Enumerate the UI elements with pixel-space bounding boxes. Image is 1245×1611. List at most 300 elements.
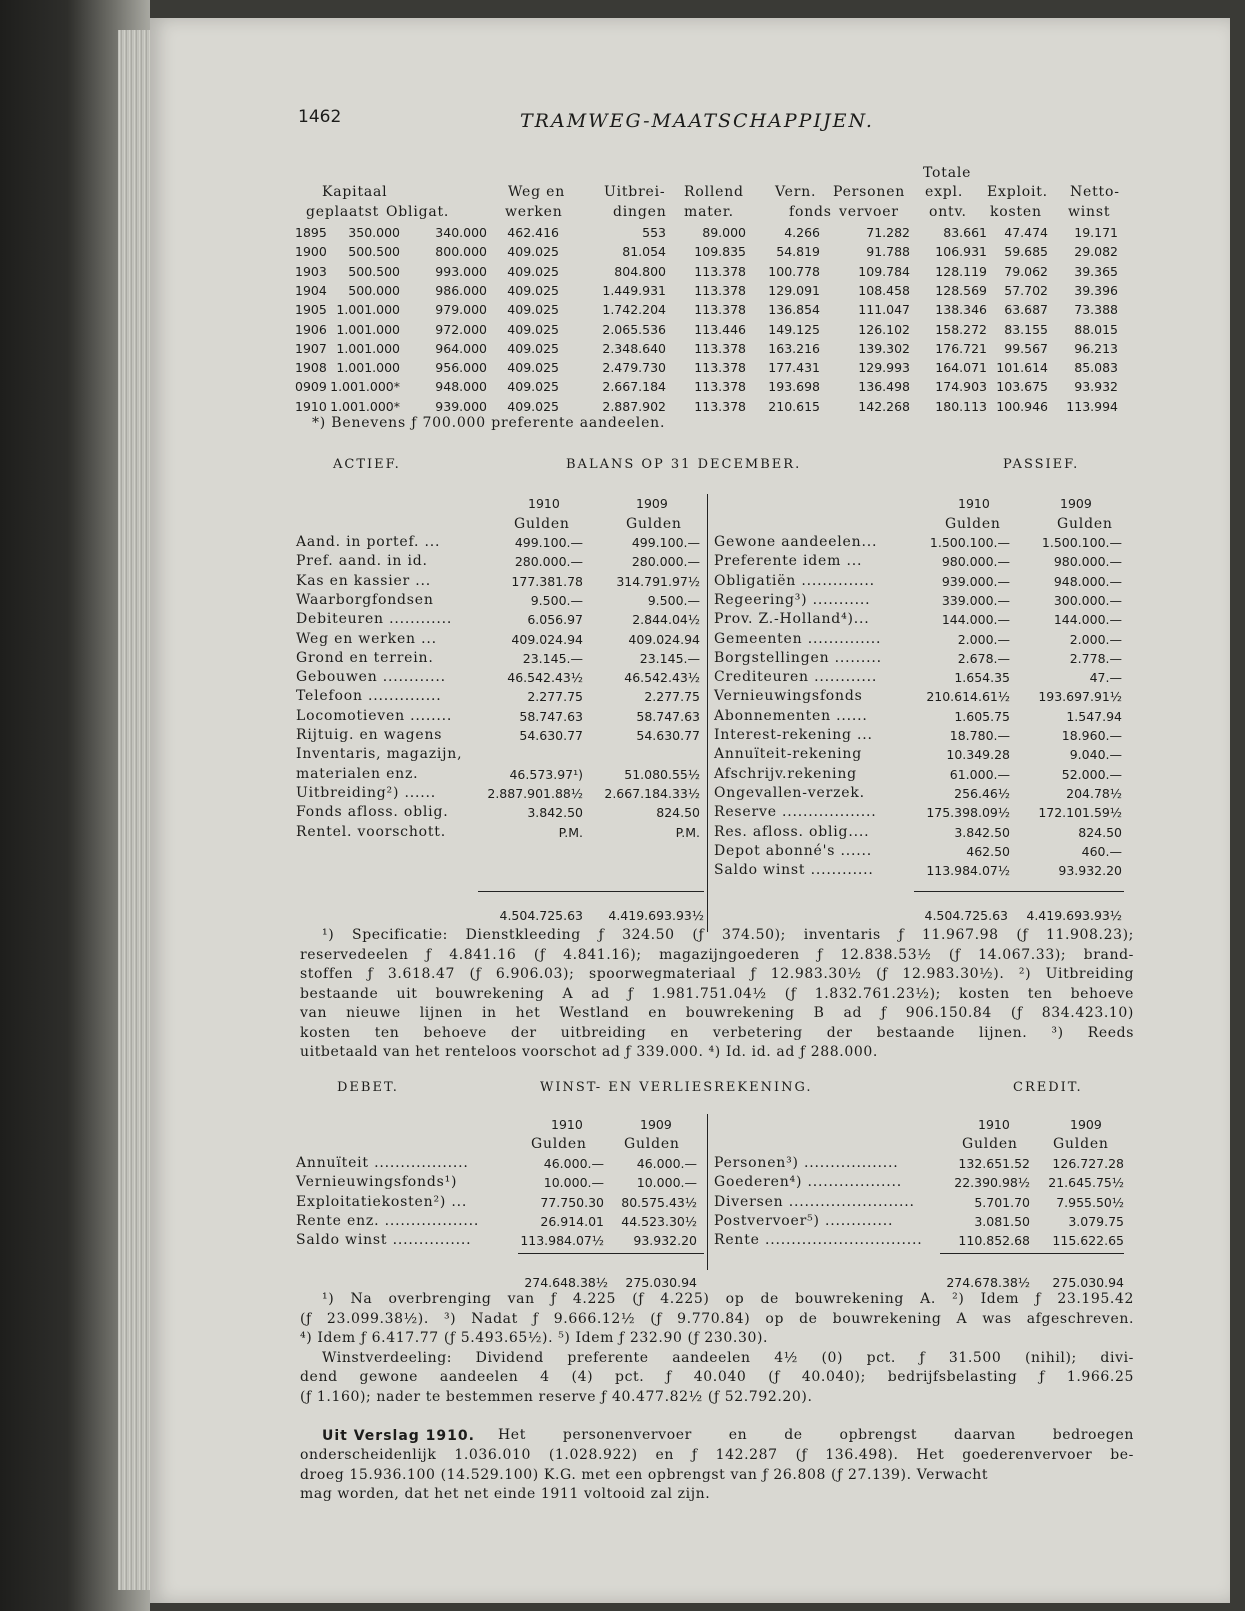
actief-item-label: Pref. aand. in id. bbox=[296, 553, 428, 570]
passief-value-1909: 9.040.— bbox=[1069, 747, 1122, 763]
stats-value-cell: 956.000 bbox=[435, 360, 487, 376]
unit-header: Gulden bbox=[1057, 516, 1113, 532]
actief-item-label: Rentel. voorschott. bbox=[296, 823, 446, 840]
debet-value-1910: 77.750.30 bbox=[540, 1194, 604, 1210]
passief-value-1910: 1.654.35 bbox=[954, 670, 1010, 686]
credit-value-1909: 7.955.50½ bbox=[1056, 1194, 1124, 1210]
stats-value-cell: 800.000 bbox=[435, 244, 487, 260]
passief-value-1909: 193.697.91½ bbox=[1038, 689, 1122, 705]
winst-footnote-line: ¹) Na overbrenging van ƒ 4.225 (ƒ 4.225) op de bouwrekening A. ²) Idem ƒ 23.195.42 bbox=[322, 1291, 1134, 1307]
passief-value-1909: 2.778.— bbox=[1069, 650, 1122, 666]
credit-item-label: Diversen ........................ bbox=[714, 1193, 915, 1210]
stats-value-cell: 142.268 bbox=[858, 398, 910, 414]
passief-value-1909: 980.000.— bbox=[1053, 554, 1122, 570]
passief-total-rule bbox=[914, 891, 1124, 892]
stats-col-header: geplaatst bbox=[306, 204, 380, 220]
stats-year-cell: 1910 bbox=[295, 398, 327, 414]
actief-value-1909: 58.747.63 bbox=[636, 708, 700, 724]
stats-value-cell: 113.378 bbox=[694, 263, 746, 279]
verslag-line: onderscheidenlijk 1.036.010 (1.028.922) en ƒ 142.287 (ƒ 136.498). Het goederenvervoer be- bbox=[300, 1447, 1134, 1463]
stats-value-cell: 993.000 bbox=[435, 263, 487, 279]
stats-value-cell: 128.119 bbox=[935, 263, 987, 279]
unit-header: Gulden bbox=[531, 1136, 587, 1152]
stats-value-cell: 59.685 bbox=[1004, 244, 1048, 260]
stats-year-cell: 1908 bbox=[295, 360, 327, 376]
debet-total-1910: 274.648.38½ bbox=[524, 1275, 608, 1290]
actief-value-1910: 409.024.94 bbox=[511, 631, 583, 647]
actief-item-label: Fonds afloss. oblig. bbox=[296, 804, 449, 821]
stats-value-cell: 1.742.204 bbox=[602, 302, 666, 318]
stats-year-cell: 0909 bbox=[295, 379, 327, 395]
credit-total-rule bbox=[940, 1253, 1124, 1254]
stats-value-cell: 174.903 bbox=[935, 379, 987, 395]
passief-item-label: Res. afloss. oblig.... bbox=[714, 823, 870, 840]
stats-value-cell: 804.800 bbox=[614, 263, 666, 279]
passief-item-label: Ongevallen-verzek. bbox=[714, 784, 865, 801]
year-header: 1909 bbox=[640, 1117, 672, 1132]
stats-value-cell: 57.702 bbox=[1004, 282, 1048, 298]
year-header: 1910 bbox=[978, 1117, 1010, 1132]
book-page bbox=[150, 18, 1230, 1603]
credit-label: CREDIT. bbox=[1013, 1080, 1083, 1095]
stats-value-cell: 340.000 bbox=[435, 225, 487, 240]
passief-value-1910: 61.000.— bbox=[949, 766, 1010, 782]
actief-value-1910: 3.842.50 bbox=[527, 805, 583, 821]
stats-value-cell: 409.025 bbox=[507, 302, 559, 318]
actief-value-1909: 9.500.— bbox=[647, 592, 700, 608]
passief-value-1910: 210.614.61½ bbox=[926, 689, 1010, 705]
actief-value-1909: 2.277.75 bbox=[644, 689, 700, 705]
stats-value-cell: 409.025 bbox=[507, 321, 559, 337]
actief-item-label: Telefoon .............. bbox=[296, 688, 442, 705]
passief-value-1909: 93.932.20 bbox=[1058, 863, 1122, 879]
year-header: 1909 bbox=[636, 496, 668, 511]
stats-value-cell: 108.458 bbox=[858, 282, 910, 298]
stats-value-cell: 101.614 bbox=[996, 360, 1048, 376]
actief-value-1910: P.M. bbox=[558, 824, 583, 840]
stats-value-cell: 409.025 bbox=[507, 282, 559, 298]
stats-year-cell: 1906 bbox=[295, 321, 327, 337]
stats-value-cell: 39.396 bbox=[1074, 282, 1118, 298]
balans-title: BALANS OP 31 DECEMBER. bbox=[566, 457, 802, 472]
stats-value-cell: 1.001.000* bbox=[330, 379, 400, 395]
stats-year-cell: 1900 bbox=[295, 244, 327, 260]
passief-total-1909: 4.419.693.93½ bbox=[1026, 908, 1122, 923]
debet-value-1909: 80.575.43½ bbox=[621, 1194, 697, 1210]
actief-value-1909: 23.145.— bbox=[639, 650, 700, 666]
debet-item-label: Saldo winst ............... bbox=[296, 1232, 472, 1249]
stats-value-cell: 164.071 bbox=[935, 360, 987, 376]
stats-col-header: Netto- bbox=[1070, 184, 1120, 200]
stats-col-header: Uitbrei- bbox=[604, 184, 666, 200]
stats-value-cell: 177.431 bbox=[768, 360, 820, 376]
year-header: 1910 bbox=[551, 1117, 583, 1132]
winst-footnote-line: (ƒ 1.160); nader te bestemmen reserve ƒ 40.477.82½ (ƒ 52.792.20). bbox=[300, 1388, 813, 1405]
stats-year-cell: 1904 bbox=[295, 282, 327, 298]
stats-value-cell: 500.000 bbox=[348, 282, 400, 298]
unit-header: Gulden bbox=[626, 516, 682, 532]
credit-item-label: Rente .............................. bbox=[714, 1232, 923, 1249]
stats-value-cell: 1.001.000* bbox=[330, 398, 400, 414]
stats-col-header: expl. bbox=[925, 184, 964, 200]
passief-value-1910: 980.000.— bbox=[941, 554, 1010, 570]
actief-item-label: Gebouwen ............ bbox=[296, 669, 446, 686]
passief-value-1910: 3.842.50 bbox=[954, 824, 1010, 840]
stats-col-header: Rollend bbox=[684, 184, 744, 200]
actief-value-1909: 314.791.97½ bbox=[616, 573, 700, 589]
passief-item-label: Obligatiën .............. bbox=[714, 572, 875, 589]
passief-value-1910: 144.000.— bbox=[941, 612, 1010, 628]
stats-value-cell: 71.282 bbox=[866, 225, 910, 240]
credit-total-1910: 274.678.38½ bbox=[946, 1275, 1030, 1290]
stats-col-header: Exploit. bbox=[987, 184, 1048, 200]
stats-value-cell: 409.025 bbox=[507, 340, 559, 356]
passief-item-label: Afschrijv.rekening bbox=[714, 765, 857, 782]
stats-value-cell: 93.932 bbox=[1074, 379, 1118, 395]
actief-value-1909: 280.000.— bbox=[631, 554, 700, 570]
stats-value-cell: 111.047 bbox=[858, 302, 910, 318]
stats-value-cell: 553 bbox=[642, 225, 666, 240]
stats-year-cell: 1903 bbox=[295, 263, 327, 279]
actief-value-1910: 9.500.— bbox=[530, 592, 583, 608]
stats-col-header: Personen bbox=[833, 184, 906, 200]
passief-value-1909: 172.101.59½ bbox=[1038, 805, 1122, 821]
stats-value-cell: 350.000 bbox=[348, 225, 400, 240]
verslag-line: Het personenvervoer en de opbrengst daarvan bedroegen bbox=[498, 1427, 1134, 1443]
stats-value-cell: 979.000 bbox=[435, 302, 487, 318]
balans-footnote-line: reservedeelen ƒ 4.841.16 (ƒ 4.841.16); magazijngoederen ƒ 12.838.53½ (ƒ 14.067.33); brand- bbox=[300, 946, 1134, 963]
stats-value-cell: 2.065.536 bbox=[602, 321, 666, 337]
stats-year-cell: 1907 bbox=[295, 340, 327, 356]
stats-value-cell: 113.378 bbox=[694, 340, 746, 356]
passief-value-1910: 462.50 bbox=[966, 843, 1010, 859]
stats-value-cell: 500.500 bbox=[348, 263, 400, 279]
balans-footnote-line: kosten ten behoeve der uitbreiding en verbetering der bestaande lijnen. ³) Reeds bbox=[300, 1024, 1134, 1041]
stats-value-cell: 113.446 bbox=[694, 321, 746, 337]
credit-value-1909: 126.727.28 bbox=[1052, 1156, 1124, 1171]
stats-value-cell: 948.000 bbox=[435, 379, 487, 395]
stats-year-cell: 1895 bbox=[295, 225, 327, 240]
stats-value-cell: 986.000 bbox=[435, 282, 487, 298]
stats-col-header: fonds bbox=[789, 204, 832, 220]
passief-label: PASSIEF. bbox=[1003, 457, 1080, 472]
passief-value-1909: 18.960.— bbox=[1061, 728, 1122, 743]
actief-item-label: Waarborgfondsen bbox=[296, 591, 434, 608]
passief-value-1909: 204.78½ bbox=[1066, 785, 1122, 801]
debet-label: DEBET. bbox=[337, 1080, 399, 1095]
stats-value-cell: 129.091 bbox=[768, 282, 820, 298]
stats-col-header: Weg en bbox=[508, 184, 566, 200]
actief-value-1910: 177.381.78 bbox=[511, 573, 583, 589]
stats-value-cell: 89.000 bbox=[702, 225, 746, 240]
credit-value-1910: 22.390.98½ bbox=[954, 1175, 1030, 1191]
stats-col-header: dingen bbox=[613, 204, 667, 220]
stats-value-cell: 163.216 bbox=[768, 340, 820, 356]
stats-value-cell: 409.025 bbox=[507, 360, 559, 376]
actief-value-1910: 58.747.63 bbox=[519, 708, 583, 724]
passief-value-1910: 113.984.07½ bbox=[926, 863, 1010, 879]
passief-item-label: Prov. Z.-Holland⁴)... bbox=[714, 611, 870, 628]
credit-item-label: Personen³) .................. bbox=[714, 1155, 899, 1171]
credit-item-label: Goederen⁴) .................. bbox=[714, 1174, 902, 1191]
verslag-line: droeg 15.936.100 (14.529.100) K.G. met een opbrengst van ƒ 26.808 (ƒ 27.139). Verwacht bbox=[300, 1466, 989, 1483]
debet-item-label: Exploitatiekosten²) ... bbox=[296, 1193, 468, 1210]
actief-value-1910: 280.000.— bbox=[514, 554, 583, 570]
debet-value-1910: 10.000.— bbox=[543, 1175, 604, 1191]
stats-value-cell: 54.819 bbox=[776, 244, 820, 260]
stats-value-cell: 2.479.730 bbox=[602, 360, 666, 376]
stats-value-cell: 81.054 bbox=[622, 244, 666, 260]
stats-value-cell: 96.213 bbox=[1074, 340, 1118, 356]
credit-value-1909: 3.079.75 bbox=[1068, 1213, 1124, 1229]
passief-value-1909: 2.000.— bbox=[1069, 631, 1122, 647]
stats-value-cell: 409.025 bbox=[507, 263, 559, 279]
stats-value-cell: 210.615 bbox=[768, 398, 820, 414]
actief-value-1909: P.M. bbox=[675, 824, 700, 840]
actief-item-label: Weg en werken ... bbox=[296, 630, 437, 647]
passief-item-label: Gewone aandeelen... bbox=[714, 534, 878, 550]
stats-value-cell: 158.272 bbox=[935, 321, 987, 337]
passief-value-1910: 1.605.75 bbox=[954, 708, 1010, 724]
stats-value-cell: 103.675 bbox=[996, 379, 1048, 395]
passief-item-label: Crediteuren ............ bbox=[714, 669, 878, 686]
actief-value-1910: 54.630.77 bbox=[519, 728, 583, 743]
balans-footnote-line: ¹) Specificatie: Dienstkleeding ƒ 324.50 (ƒ 374.50); inventaris ƒ 11.967.98 (ƒ 11.908.23); bbox=[322, 927, 1134, 943]
actief-item-label: Inventaris, magazijn, bbox=[296, 746, 463, 763]
stats-value-cell: 88.015 bbox=[1074, 321, 1118, 337]
stats-value-cell: 138.346 bbox=[935, 302, 987, 318]
stats-value-cell: 964.000 bbox=[435, 340, 487, 356]
debet-value-1909: 46.000.— bbox=[636, 1156, 697, 1171]
passief-value-1909: 948.000.— bbox=[1053, 573, 1122, 589]
credit-value-1909: 21.645.75½ bbox=[1048, 1175, 1124, 1191]
actief-value-1909: 46.542.43½ bbox=[624, 670, 700, 686]
stats-value-cell: 85.083 bbox=[1074, 360, 1118, 376]
passief-value-1910: 10.349.28 bbox=[946, 747, 1010, 763]
stats-value-cell: 136.498 bbox=[858, 379, 910, 395]
actief-item-label: Grond en terrein. bbox=[296, 649, 434, 666]
actief-value-1910: 23.145.— bbox=[522, 650, 583, 666]
stats-value-cell: 180.113 bbox=[935, 398, 987, 414]
actief-value-1909: 499.100.— bbox=[631, 535, 700, 550]
stats-value-cell: 4.266 bbox=[784, 225, 820, 240]
stats-value-cell: 63.687 bbox=[1004, 302, 1048, 318]
debet-value-1909: 10.000.— bbox=[636, 1175, 697, 1191]
passief-value-1909: 460.— bbox=[1081, 843, 1122, 859]
actief-item-label: Debiteuren ............ bbox=[296, 611, 453, 628]
winst-title: WINST- EN VERLIESREKENING. bbox=[540, 1080, 813, 1095]
stats-value-cell: 139.302 bbox=[858, 340, 910, 356]
passief-value-1909: 52.000.— bbox=[1061, 766, 1122, 782]
actief-total-rule bbox=[478, 891, 704, 892]
passief-value-1910: 175.398.09½ bbox=[926, 805, 1010, 821]
passief-value-1909: 1.547.94 bbox=[1066, 708, 1122, 724]
actief-value-1909: 824.50 bbox=[656, 805, 700, 821]
year-header: 1910 bbox=[528, 496, 560, 511]
stats-col-header: Vern. bbox=[775, 184, 817, 200]
passief-value-1910: 939.000.— bbox=[941, 573, 1010, 589]
passief-value-1909: 144.000.— bbox=[1053, 612, 1122, 628]
stats-value-cell: 149.125 bbox=[768, 321, 820, 337]
passief-item-label: Regeering³) ........... bbox=[714, 591, 871, 608]
stats-value-cell: 2.348.640 bbox=[602, 340, 666, 356]
passief-value-1910: 256.46½ bbox=[954, 785, 1010, 801]
stats-value-cell: 113.378 bbox=[694, 360, 746, 376]
stats-value-cell: 939.000 bbox=[435, 398, 487, 414]
stats-col-header: werken bbox=[505, 204, 563, 220]
passief-value-1909: 300.000.— bbox=[1053, 592, 1122, 608]
stats-value-cell: 83.661 bbox=[943, 225, 987, 240]
debet-value-1910: 26.914.01 bbox=[540, 1213, 604, 1229]
stats-col-header: ontv. bbox=[929, 204, 967, 220]
balans-footnote-line: van nieuwe lijnen in het Westland en bouwrekening B ad ƒ 906.150.84 (ƒ 834.423.10) bbox=[300, 1005, 1134, 1021]
stats-value-cell: 409.025 bbox=[507, 379, 559, 395]
passief-item-label: Annuïteit-rekening bbox=[714, 746, 863, 763]
stats-value-cell: 73.388 bbox=[1074, 302, 1118, 318]
stats-value-cell: 136.854 bbox=[768, 302, 820, 318]
actief-item-label: Kas en kassier ... bbox=[296, 572, 432, 589]
actief-item-label: Locomotieven ........ bbox=[296, 707, 453, 724]
passief-value-1910: 2.678.— bbox=[957, 650, 1010, 666]
debet-value-1910: 113.984.07½ bbox=[520, 1233, 604, 1249]
credit-item-label: Postvervoer⁵) ............. bbox=[714, 1212, 894, 1229]
credit-value-1909: 115.622.65 bbox=[1052, 1233, 1124, 1249]
stats-value-cell: 106.931 bbox=[935, 244, 987, 260]
balans-footnote-line: bestaande uit bouwrekening A ad ƒ 1.981.751.04½ (ƒ 1.832.761.23½); kosten ten behoeve bbox=[300, 985, 1134, 1002]
actief-value-1910: 6.056.97 bbox=[527, 612, 583, 628]
balans-column-divider bbox=[707, 494, 708, 932]
winst-footnote-line: (ƒ 23.099.38½). ³) Nadat ƒ 9.666.12½ (ƒ 9.770.84) op de bouwrekening A was afgeschreven. bbox=[300, 1310, 1134, 1327]
stats-value-cell: 113.378 bbox=[694, 282, 746, 298]
stats-value-cell: 128.569 bbox=[935, 282, 987, 298]
balans-footnote-line: uitbetaald van het renteloos voorschot ad ƒ 339.000. ⁴) Id. id. ad ƒ 288.000. bbox=[300, 1044, 878, 1060]
stats-col-header: Obligat. bbox=[386, 204, 450, 220]
unit-header: Gulden bbox=[962, 1136, 1018, 1152]
actief-value-1909: 2.844.04½ bbox=[632, 612, 700, 628]
debet-value-1910: 46.000.— bbox=[543, 1156, 604, 1171]
stats-value-cell: 47.474 bbox=[1004, 225, 1048, 240]
stats-value-cell: 19.171 bbox=[1074, 225, 1118, 240]
passief-value-1909: 47.— bbox=[1089, 670, 1122, 686]
credit-value-1910: 110.852.68 bbox=[958, 1233, 1030, 1249]
actief-value-1909: 54.630.77 bbox=[636, 728, 700, 743]
winst-footnote-line: Winstverdeeling: Dividend preferente aandeelen 4½ (0) pct. ƒ 31.500 (nihil); divi- bbox=[322, 1349, 1134, 1366]
stats-value-cell: 1.001.000 bbox=[336, 321, 400, 337]
verslag-line: mag worden, dat het net einde 1911 voltooid zal zijn. bbox=[300, 1486, 711, 1502]
stats-value-cell: 109.835 bbox=[694, 244, 746, 260]
stats-value-cell: 193.698 bbox=[768, 379, 820, 395]
stats-value-cell: 1.001.000 bbox=[336, 302, 400, 318]
actief-item-label: Rijtuig. en wagens bbox=[296, 727, 443, 743]
actief-value-1910: 46.573.97¹) bbox=[509, 766, 583, 782]
stats-value-cell: 1.001.000 bbox=[336, 360, 400, 376]
actief-value-1910: 499.100.— bbox=[514, 535, 583, 550]
balans-footnote-line: stoffen ƒ 3.618.47 (ƒ 6.906.03); spoorwegmateriaal ƒ 12.983.30½ (ƒ 12.983.30½). ²) Uitbreiding bbox=[300, 966, 1134, 982]
winst-footnote-line: dend gewone aandeelen 4 (4) pct. ƒ 40.040 (ƒ 40.040); bedrijfsbelasting ƒ 1.966.25 bbox=[300, 1369, 1134, 1385]
unit-header: Gulden bbox=[624, 1136, 680, 1152]
stats-value-cell: 129.993 bbox=[858, 360, 910, 376]
passief-value-1909: 824.50 bbox=[1078, 824, 1122, 840]
actief-value-1909: 2.667.184.33½ bbox=[604, 785, 700, 801]
stats-value-cell: 83.155 bbox=[1004, 321, 1048, 337]
actief-label: ACTIEF. bbox=[333, 457, 401, 472]
stats-value-cell: 113.378 bbox=[694, 302, 746, 318]
passief-value-1909: 1.500.100.— bbox=[1041, 535, 1122, 550]
stats-value-cell: 2.887.902 bbox=[602, 398, 666, 414]
debet-value-1909: 93.932.20 bbox=[633, 1233, 697, 1249]
passief-value-1910: 1.500.100.— bbox=[929, 535, 1010, 550]
stats-col-header: winst bbox=[1068, 204, 1111, 220]
stats-footnote: *) Benevens ƒ 700.000 preferente aandeelen. bbox=[312, 415, 666, 431]
debet-item-label: Rente enz. .................. bbox=[296, 1212, 480, 1229]
actief-value-1909: 409.024.94 bbox=[628, 631, 700, 647]
stats-value-cell: 462.416 bbox=[507, 225, 559, 240]
actief-total-1910: 4.504.725.63 bbox=[499, 908, 583, 923]
verslag-heading: Uit Verslag 1910. bbox=[322, 1428, 475, 1444]
stats-value-cell: 113.378 bbox=[694, 398, 746, 414]
stats-value-cell: 29.082 bbox=[1074, 244, 1118, 260]
winst-footnote-line: ⁴) Idem ƒ 6.417.77 (ƒ 5.493.65½). ⁵) Idem ƒ 232.90 (ƒ 230.30). bbox=[300, 1330, 769, 1346]
stats-value-cell: 100.778 bbox=[768, 263, 820, 279]
passief-item-label: Depot abonné's ...... bbox=[714, 842, 873, 859]
page-number: 1462 bbox=[298, 107, 342, 127]
stats-value-cell: 409.025 bbox=[507, 244, 559, 260]
passief-item-label: Borgstellingen ......... bbox=[714, 649, 882, 666]
debet-total-rule bbox=[518, 1253, 704, 1254]
year-header: 1909 bbox=[1060, 496, 1092, 511]
unit-header: Gulden bbox=[1053, 1136, 1109, 1152]
actief-value-1910: 46.542.43½ bbox=[507, 670, 583, 686]
stats-value-cell: 39.365 bbox=[1074, 263, 1118, 279]
stats-col-header: vervoer bbox=[839, 204, 899, 220]
passief-item-label: Vernieuwingsfonds bbox=[714, 688, 863, 705]
stats-value-cell: 972.000 bbox=[435, 321, 487, 337]
stats-value-cell: 109.784 bbox=[858, 263, 910, 279]
stats-value-cell: 113.378 bbox=[694, 379, 746, 395]
credit-value-1910: 132.651.52 bbox=[958, 1156, 1030, 1171]
actief-value-1909: 51.080.55½ bbox=[624, 766, 700, 782]
passief-item-label: Preferente idem ... bbox=[714, 553, 863, 570]
year-header: 1910 bbox=[958, 496, 990, 511]
passief-value-1910: 339.000.— bbox=[941, 592, 1010, 608]
stats-value-cell: 79.062 bbox=[1004, 263, 1048, 279]
stats-col-header: Kapitaal bbox=[322, 184, 388, 200]
passief-total-1910: 4.504.725.63 bbox=[924, 908, 1008, 923]
passief-item-label: Saldo winst ............ bbox=[714, 862, 874, 879]
actief-total-1909: 4.419.693.93½ bbox=[608, 908, 704, 923]
stats-value-cell: 409.025 bbox=[507, 398, 559, 414]
passief-item-label: Abonnementen ...... bbox=[714, 707, 868, 724]
stats-value-cell: 1.001.000 bbox=[336, 340, 400, 356]
stats-value-cell: 2.667.184 bbox=[602, 379, 666, 395]
stats-value-cell: 500.500 bbox=[348, 244, 400, 260]
stats-header-totale: Totale bbox=[923, 165, 972, 181]
passief-item-label: Gemeenten .............. bbox=[714, 630, 882, 647]
passief-item-label: Reserve .................. bbox=[714, 804, 877, 821]
winst-column-divider bbox=[707, 1114, 708, 1270]
stats-value-cell: 91.788 bbox=[866, 244, 910, 260]
actief-item-label: materialen enz. bbox=[296, 765, 419, 782]
passief-item-label: Interest-rekening ... bbox=[714, 727, 873, 743]
stats-value-cell: 113.994 bbox=[1066, 398, 1118, 414]
debet-value-1909: 44.523.30½ bbox=[621, 1213, 697, 1229]
stats-value-cell: 1.449.931 bbox=[602, 282, 666, 298]
stats-value-cell: 176.721 bbox=[935, 340, 987, 356]
debet-item-label: Annuïteit .................. bbox=[296, 1155, 469, 1171]
stats-value-cell: 126.102 bbox=[858, 321, 910, 337]
actief-item-label: Aand. in portef. ... bbox=[296, 534, 441, 550]
credit-value-1910: 5.701.70 bbox=[974, 1194, 1030, 1210]
